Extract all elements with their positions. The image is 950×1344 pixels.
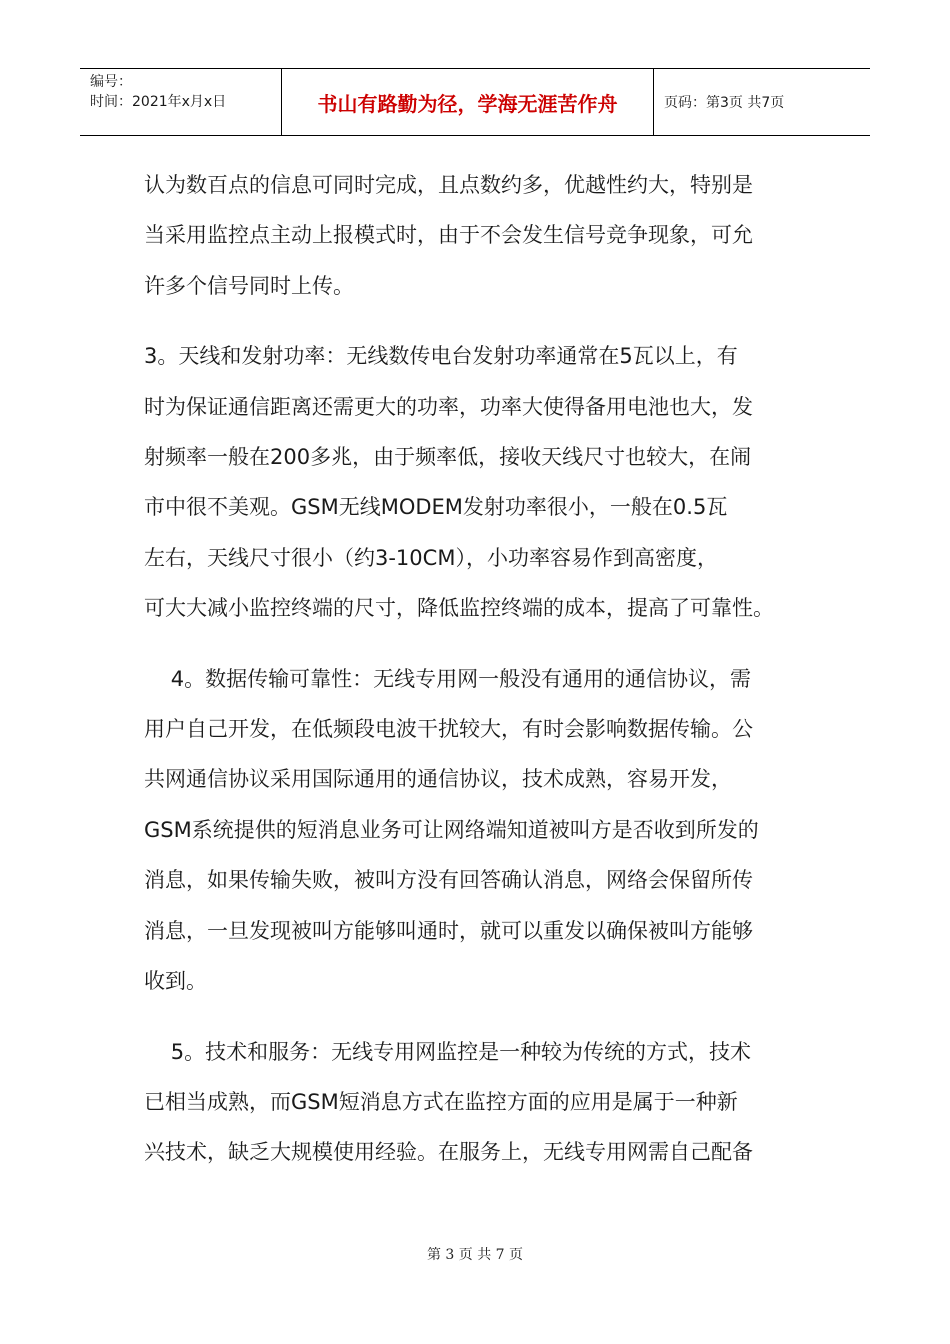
page-footer: 第 3 页 共 7 页 bbox=[426, 1247, 524, 1263]
page-header bbox=[80, 68, 870, 136]
document-number-label: 编号： bbox=[90, 74, 132, 90]
header-page-info: 页码：第3页 共7页 bbox=[664, 95, 785, 111]
body-paragraph: 3。天线和发射功率：无线数传电台发射功率通常在5瓦以上，有 时为保证通信距离还需更大的功率，功率大使得备用电池也大，发 射频率一般在200多兆，由于频率低，接收天线尺寸也较大，在闹 市中很不美观。GSM无线MODEM发射功率很小，一般在0.5瓦 左右，天线尺寸很小（约3-10CM），小功率容易作到高密度， 可大大减小监控终端的尺寸，降低监控终端的成本，提高了可靠性。 bbox=[144, 344, 774, 621]
document-date-label: 时间：2021年x月x日 bbox=[90, 94, 227, 110]
body-paragraph: 4。数据传输可靠性：无线专用网一般没有通用的通信协议，需 用户自己开发，在低频段电波干扰较大，有时会影响数据传输。公 共网通信协议采用国际通用的通信协议，技术成熟，容易开发， GSM系统提供的短消息业务可让网络端知道被叫方是否收到所发的 消息，如果传输失败，被叫方没有回答确认消息，网络会保留所传 消息，一旦发现被叫方能够叫通时，就可以重发以确保被叫方能够 收到。 bbox=[144, 666, 759, 994]
header-meta bbox=[80, 69, 282, 135]
body-paragraph: 5。技术和服务：无线专用网监控是一种较为传统的方式，技术 已相当成熟，而GSM短消息方式在监控方面的应用是属于一种新 兴技术，缺乏大规模使用经验。在服务上，无线专用网需自己配备 bbox=[144, 1039, 753, 1165]
header-motto: 书山有路勤为径，学海无涯苦作舟 bbox=[317, 91, 618, 116]
body-paragraph: 认为数百点的信息可同时完成，且点数约多，优越性约大，特别是 当采用监控点主动上报模式时，由于不会发生信号竞争现象，可允 许多个信号同时上传。 bbox=[144, 173, 753, 298]
document-body bbox=[144, 160, 810, 1178]
header-page-cell bbox=[654, 69, 870, 135]
header-motto-cell bbox=[282, 69, 654, 135]
